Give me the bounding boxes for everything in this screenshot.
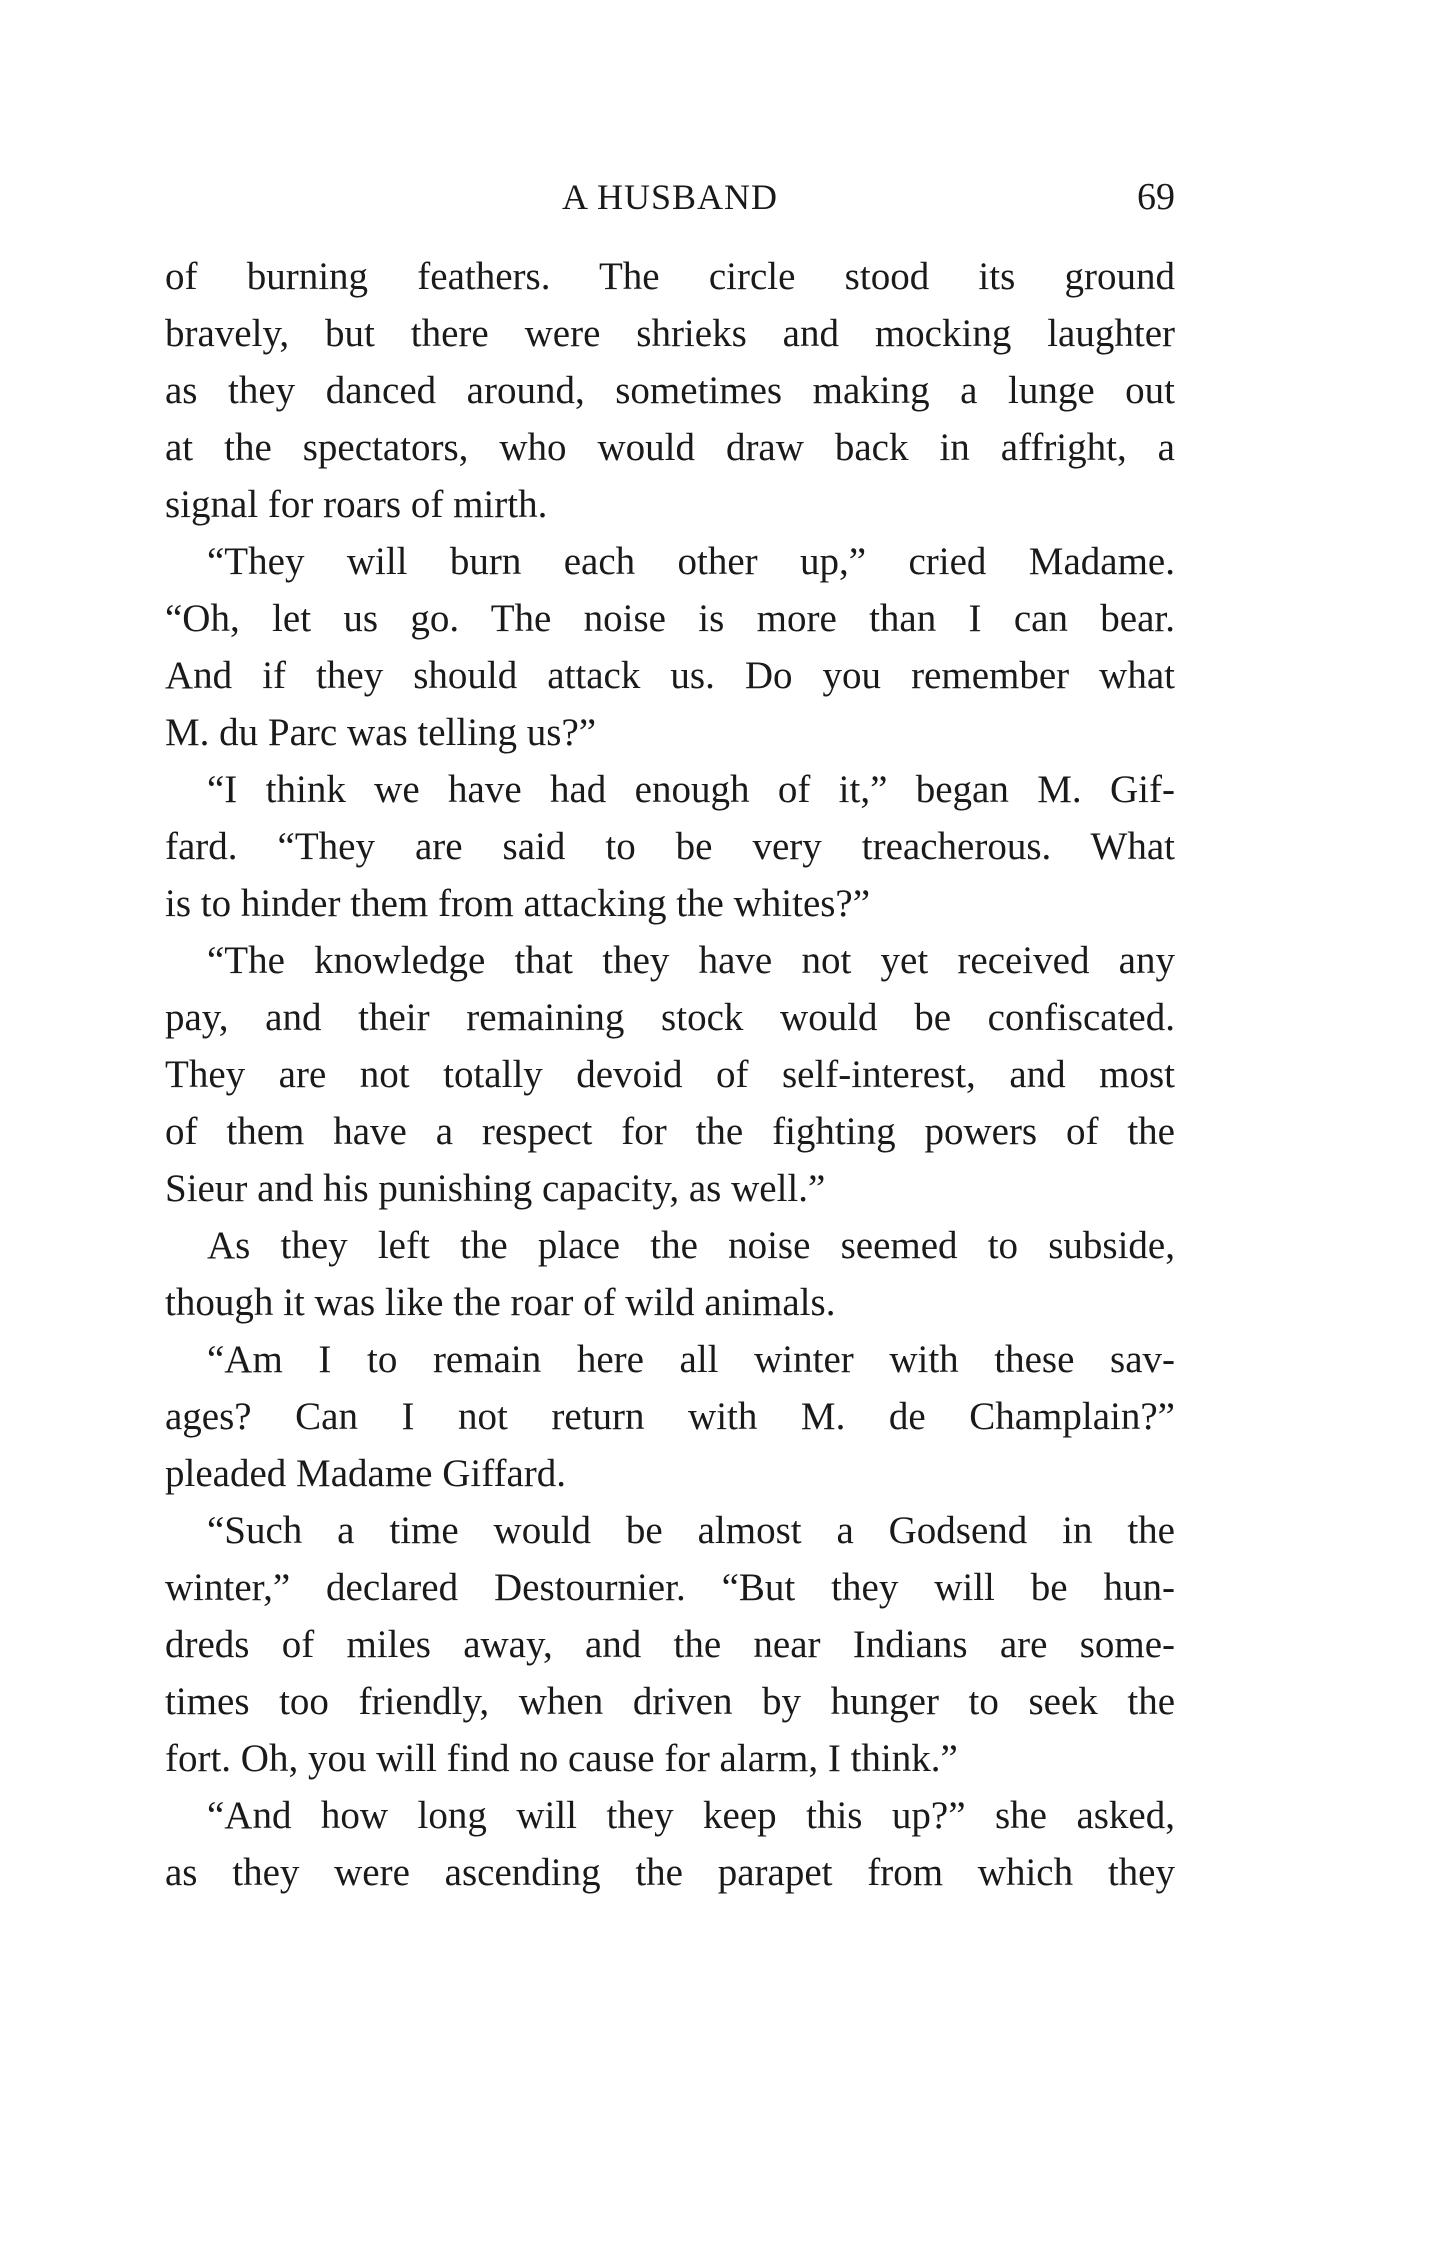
- text-line: bravely, but there were shrieks and mocking laughter: [165, 312, 1175, 355]
- text-line: “I think we have had enough of it,” began M. Gif-: [207, 768, 1175, 811]
- text-line: pay, and their remaining stock would be confiscated.: [165, 996, 1175, 1039]
- page-title: A HUSBAND: [561, 177, 779, 217]
- text-line: M. du Parc was telling us?”: [165, 711, 597, 754]
- text-line: of them have a respect for the fighting powers of the: [165, 1110, 1175, 1153]
- text-line: “They will burn each other up,” cried Madame.: [207, 540, 1175, 583]
- text-line: winter,” declared Destournier. “But they will be hun-: [165, 1566, 1175, 1609]
- body-text: [165, 248, 1175, 1901]
- text-line: ages? Can I not return with M. de Champlain?”: [165, 1395, 1175, 1438]
- text-line: at the spectators, who would draw back in affright, a: [165, 426, 1175, 469]
- text-line: is to hinder them from attacking the whites?”: [165, 882, 871, 925]
- text-line: as they were ascending the parapet from which they: [165, 1851, 1175, 1894]
- text-line: As they left the place the noise seemed to subside,: [207, 1224, 1175, 1267]
- text-line: pleaded Madame Giffard.: [165, 1452, 567, 1495]
- text-line: “Oh, let us go. The noise is more than I can bear.: [165, 597, 1175, 640]
- page-number: 69: [1137, 176, 1175, 218]
- text-line: fard. “They are said to be very treacherous. What: [165, 825, 1175, 868]
- text-line: And if they should attack us. Do you remember what: [165, 654, 1175, 697]
- text-line: They are not totally devoid of self-interest, and most: [165, 1053, 1175, 1096]
- text-line: of burning feathers. The circle stood its ground: [165, 255, 1175, 298]
- text-line: dreds of miles away, and the near Indians are some-: [165, 1623, 1175, 1666]
- text-line: signal for roars of mirth.: [165, 483, 548, 526]
- text-line: though it was like the roar of wild animals.: [165, 1281, 836, 1324]
- text-line: “And how long will they keep this up?” she asked,: [207, 1794, 1175, 1837]
- text-line: times too friendly, when driven by hunger to seek the: [165, 1680, 1175, 1723]
- text-line: as they danced around, sometimes making a lunge out: [165, 369, 1175, 412]
- text-line: Sieur and his punishing capacity, as well.”: [165, 1167, 826, 1210]
- text-line: “The knowledge that they have not yet received any: [207, 939, 1175, 982]
- text-line: “Such a time would be almost a Godsend in the: [207, 1509, 1175, 1552]
- running-header: [165, 172, 1175, 222]
- text-line: fort. Oh, you will find no cause for alarm, I think.”: [165, 1737, 958, 1780]
- text-line: “Am I to remain here all winter with these sav-: [207, 1338, 1175, 1381]
